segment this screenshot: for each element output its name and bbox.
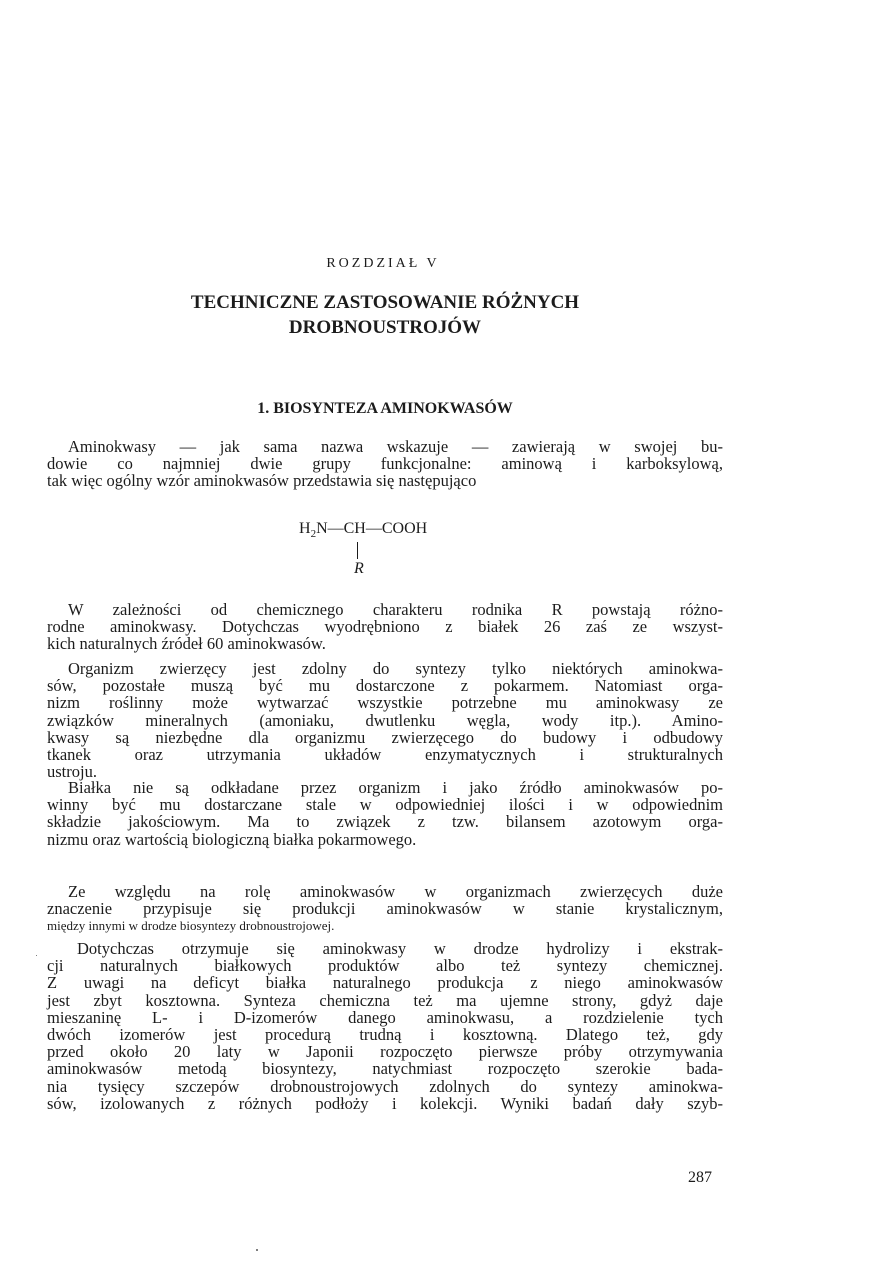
scan-speck: [256, 1249, 258, 1251]
text-line: ustroju.: [47, 762, 97, 782]
formula-hydrogen: H: [299, 520, 311, 537]
text-line: nizm roślinny może wytwarzać wszystkie potrzebne mu aminokwasy ze: [47, 693, 723, 713]
paragraph-proteins: [47, 779, 723, 848]
formula-substituent: R: [354, 560, 364, 577]
text-line: Z uwagi na deficyt białka naturalnego produkcja z niego aminokwasów: [47, 973, 723, 993]
text-line: jest zbyt kosztowna. Synteza chemiczna też ma ujemne strony, gdyż daje: [47, 990, 723, 1010]
text-line: składzie jakościowym. Ma to związek z tzw. bilansem azotowym orga-: [47, 812, 723, 832]
text-line: kich naturalnych źródeł 60 aminokwasów.: [47, 634, 326, 654]
text-line: mieszaninę L- i D-izomerów danego aminokwasu, a rozdzielenie tych: [47, 1007, 723, 1027]
chapter-title-line-2: DROBNOUSTROJÓW: [288, 317, 482, 338]
text-line: winny być mu dostarczane stale w odpowiedniej ilości i w odpowiednim: [47, 795, 723, 815]
page-number: 287: [688, 1169, 712, 1186]
intro-paragraph: [47, 438, 723, 490]
chapter-label: ROZDZIAŁ V: [326, 256, 440, 271]
text-line: W zależności od chemicznego charakteru rodnika R powstają różno-: [68, 600, 723, 619]
paragraph-importance: [47, 883, 723, 935]
formula-subscript: 2: [310, 528, 317, 541]
chapter-title-line-1: TECHNICZNE ZASTOSOWANIE RÓŻNYCH: [190, 292, 580, 313]
paragraph-production: [47, 940, 723, 1112]
text-line: Organizm zwierzęcy jest zdolny do syntezy tylko niektórych aminokwa-: [68, 659, 723, 678]
text-line: Dotychczas otrzymuje się aminokwasy w drodze hydrolizy i ekstrak-: [77, 939, 723, 958]
text-line: związków mineralnych (amoniaku, dwutlenku węgla, wody itp.). Amino-: [47, 710, 723, 730]
text-line: dwóch izomerów jest procedurą trudną i kosztowną. Dlatego też, gdy: [47, 1025, 723, 1045]
paragraph-radical: [47, 601, 723, 653]
formula-bond-line: [357, 542, 358, 559]
text-line: tkanek oraz utrzymania układów enzymatycznych i strukturalnych: [47, 745, 723, 765]
text-line: nia tysięcy szczepów drobnoustrojowych zdolnych do syntezy aminokwa-: [47, 1076, 723, 1096]
paragraph-organism: [47, 660, 723, 780]
section-title: 1. BIOSYNTEZA AMINOKWASÓW: [257, 400, 513, 417]
text-line: przed około 20 laty w Japonii rozpoczęto pierwsze próby otrzymywania: [47, 1042, 723, 1062]
text-line: między innymi w drodze biosyntezy drobnoustrojowej.: [47, 918, 335, 934]
text-line: kwasy są niezbędne dla organizmu zwierzęcego do budowy i odbudowy: [47, 727, 723, 747]
text-line: sów, izolowanych z różnych podłoży i kolekcji. Wyniki badań dały szyb-: [47, 1093, 723, 1113]
text-line: Ze względu na rolę aminokwasów w organizmach zwierzęcych duże: [68, 882, 723, 901]
formula-chain: N—CH—COOH: [316, 520, 428, 537]
text-line: Aminokwasy — jak sama nazwa wskazuje — zawierają w swojej bu-: [68, 437, 723, 456]
text-line: Białka nie są odkładane przez organizm i jako źródło aminokwasów po-: [68, 778, 723, 797]
text-line: nizmu oraz wartością biologiczną białka pokarmowego.: [47, 829, 417, 849]
text-line: tak więc ogólny wzór aminokwasów przedstawia się następująco: [47, 471, 477, 491]
scan-speck: [36, 955, 37, 956]
text-line: aminokwasów metodą biosyntezy, natychmiast rozpoczęto szerokie bada-: [47, 1059, 723, 1079]
text-line: sów, pozostałe muszą być mu dostarczone z pokarmem. Natomiast orga-: [47, 676, 723, 696]
formula-main-chain: [299, 520, 427, 540]
text-line: dowie co najmniej dwie grupy funkcjonalne: aminową i karboksylową,: [47, 454, 723, 474]
text-line: znaczenie przypisuje się produkcji aminokwasów w stanie krystalicznym,: [47, 899, 723, 919]
text-line: cji naturalnych białkowych produktów albo też syntezy chemicznej.: [47, 956, 723, 976]
text-line: rodne aminokwasy. Dotychczas wyodrębniono z białek 26 zaś ze wszyst-: [47, 617, 723, 637]
chapter-title: [0, 290, 770, 340]
amino-acid-formula: [299, 520, 499, 580]
